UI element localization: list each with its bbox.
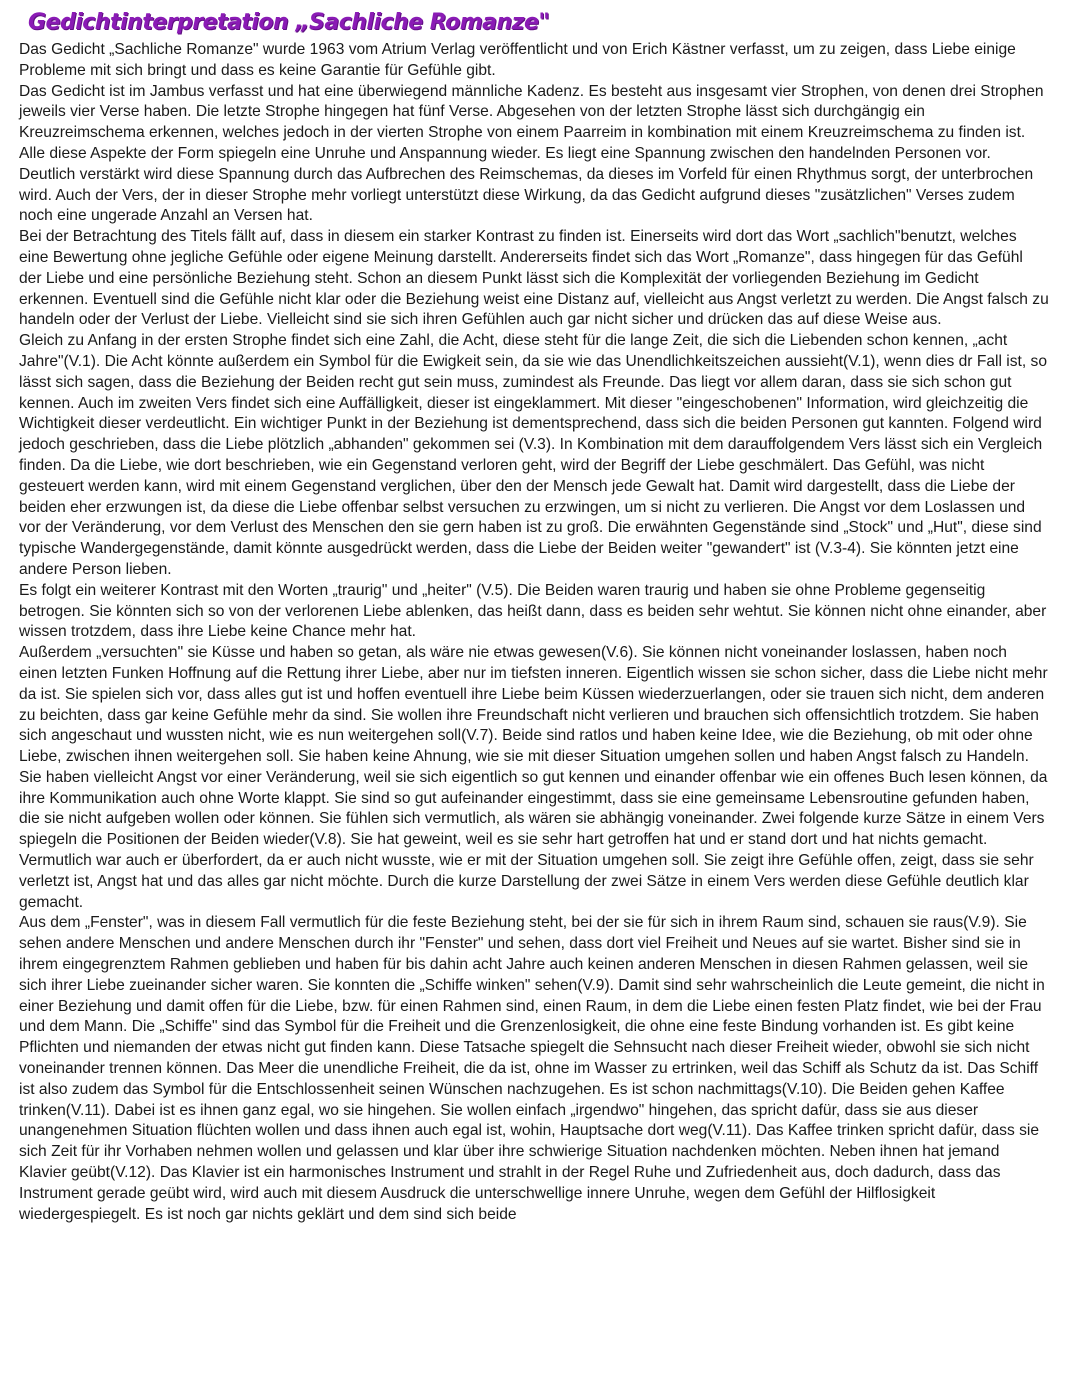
paragraph-kisses: Außerdem „versuchten" sie Küsse und haben so getan, als wäre nie etwas gewesen(V.6). Sie können nicht voneinander loslassen, haben noch einen letzten Funken Hoffnung auf die Rettung ihrer Liebe, aber nur im tiefsten inneren. Eigentlich wissen sie schon sicher, dass die Liebe nicht mehr da ist. Sie spielen sich vor, dass alles gut ist und hoffen eventuell ihre Liebe beim Küssen wiederzuerlangen, oder sie trauen sich nicht, dem anderen zu beichten, dass gar keine Gefühle mehr da sind. Sie wollen ihre Freundschaft nicht verlieren und brauchen sich offensichtlich trotzdem. Sie haben sich angeschaut und wussten nicht, wie es nun weitergehen soll(V.7). Beide sind ratlos und haben keine Idee, wie die Beziehung, ob mit oder ohne Liebe, zwischen ihnen weitergehen soll. Sie haben keine Ahnung, wie sie mit dieser Situation umgehen sollen und haben Angst falsch zu Handeln. Sie haben vielleicht Angst vor einer Veränderung, weil sie sich eigentlich so gut kennen und einander offenbar wie ein offenes Buch lesen können, da ihre Kommunikation auch ohne Worte klappt. Sie sind so gut aufeinander eingestimmt, dass sie eine gemeinsame Lebensroutine gefunden haben, die sie nicht aufgeben wollen oder können. Sie fühlen sich vermutlich, als wären sie abhängig voneinander. Zwei folgende kurze Sätze in einem Vers spiegeln die Positionen der Beiden wieder(V.8). Sie hat geweint, weil es sie sehr hart getroffen hat und er stand dort und hat nichts gemacht. Vermutlich war auch er überfordert, da er auch nicht wusste, wie er mit der Situation umgehen soll. Sie zeigt ihre Gefühle offen, zeigt, dass sie sehr verletzt ist, Angst hat und das alles gar nicht möchte. Durch die kurze Darstellung der zwei Sätze in einem Vers werden diese Gefühle deutlich klar gemacht. [19,644,1048,911]
paragraph-first-stanza: Gleich zu Anfang in der ersten Strophe findet sich eine Zahl, die Acht, diese steht für die lange Zeit, die sich die Liebenden schon kennen, „acht Jahre"(V.1). Die Acht könnte außerdem ein Symbol für die Ewigkeit sein, da sie wie das Unendlichkeitszeichen aussieht(V.1), wenn dies dr Fall ist, so lässt sich sagen, dass die Beziehung der Beiden recht gut sein muss, zumindest als Freunde. Das liegt vor allem daran, dass sie sich schon gut kennen. Auch im zweiten Vers findet sich eine Auffälligkeit, dieser ist eingeklammert. Mit dieser "eingeschobenen" Information, wird gleichzeitig die Wichtigkeit dieser verdeutlicht. Ein wichtiger Punkt in der Beziehung ist dementsprechend, dass sich die beiden Personen gut kannten. Folgend wird jedoch geschrieben, dass die Liebe plötzlich „abhanden" gekommen sei (V.3). In Kombination mit dem darauffolgendem Vers lässt sich ein Vergleich finden. Da die Liebe, wie dort beschrieben, wie ein Gegenstand verloren geht, wird der Begriff der Liebe geschmälert. Das Gefühl, was nicht gesteuert werden kann, wird mit einem Gegenstand verglichen, über den der Mensch jede Gewalt hat. Damit wird dargestellt, dass die Liebe der beiden eher erzwungen ist, da diese die Liebe offenbar selbst versuchen zu erzwingen, um si nicht zu verlieren. Die Angst vor dem Loslassen und vor der Veränderung, vor dem Verlust des Menschen den sie gern haben ist zu groß. Die erwähnten Gegenstände sind „Stock" und „Hut", diese sind typische Wandergegenstände, damit könnte ausgedrückt werden, dass die Liebe der Beiden weiter "gewandert" ist (V.3-4). Sie könnten jetzt eine andere Person lieben. [19,332,1048,578]
paragraph-intro: Das Gedicht „Sachliche Romanze" wurde 1963 vom Atrium Verlag veröffentlicht und von Erich Kästner verfasst, um zu zeigen, dass Liebe einige Probleme mit sich bringt und dass es keine Garantie für Gefühle gibt. [19,41,1016,79]
document-body [19,40,1049,1225]
paragraph-form: Das Gedicht ist im Jambus verfasst und hat eine überwiegend männliche Kadenz. Es besteht aus insgesamt vier Strophen, von denen drei Strophen jeweils vier Verse haben. Die letzte Strophe hingegen hat fünf Verse. Abgesehen von der letzten Strophe lässt sich durchgängig ein Kreuzreimschema erkennen, welches jedoch in der vierten Strophe von einem Paarreim in kombination mit einem Kreuzreimschema zu finden ist. Alle diese Aspekte der Form spiegeln eine Unruhe und Anspannung wieder. Es liegt eine Spannung zwischen den handelnden Personen vor. Deutlich verstärkt wird diese Spannung durch das Aufbrechen des Reimschemas, da dieses im Vorfeld für einen Rhythmus sorgt, der unterbrochen wird. Auch der Vers, der in dieser Strophe mehr vorliegt unterstützt diese Wirkung, da das Gedicht aufgrund dieses "zusätzlichen" Verses zudem noch eine ungerade Anzahl an Versen hat. [19,82,1044,225]
paragraph-contrast: Es folgt ein weiterer Kontrast mit den Worten „traurig" und „heiter" (V.5). Die Beiden waren traurig und haben sie ohne Probleme gegenseitig betrogen. Sie könnten sich so von der verlorenen Liebe ablenken, das heißt dann, dass es beiden sehr wehtut. Sie können nicht ohne einander, aber wissen trotzdem, dass ihre Liebe keine Chance mehr hat. [19,581,1047,641]
paragraph-title-analysis: Bei der Betrachtung des Titels fällt auf, dass in diesem ein starker Kontrast zu finden ist. Einerseits wird dort das Wort „sachlich"benutzt, welches eine Bewertung ohne jegliche Gefühle oder eigene Meinung darstellt. Andererseits findet sich das Wort „Romanze", dass hingegen für das Gefühl der Liebe und eine persönliche Beziehung steht. Schon an diesem Punkt lässt sich die Komplexität der vorliegenden Beziehung im Gedicht erkennen. Eventuell sind die Gefühle nicht klar oder die Beziehung weist eine Distanz auf, vielleicht aus Angst verletzt zu werden. Die Angst falsch zu handeln oder der Verlust der Liebe. Vielleicht sind sie sich ihren Gefühlen auch gar nicht sicher und drücken das auf diese Weise aus. [19,228,1049,329]
paragraph-window: Aus dem „Fenster", was in diesem Fall vermutlich für die feste Beziehung steht, bei der sie für sich in ihrem Raum sind, schauen sie raus(V.9). Sie sehen andere Menschen und andere Menschen durch ihr "Fenster" und sehen, dass dort viel Freiheit und Neues auf sie wartet. Bisher sind sie in ihrem eingegrenztem Rahmen geblieben und haben für bis dahin acht Jahre auch keinen anderen Menschen in diesen Rahmen gelassen, weil sie sich ihrer Liebe zueinander sicher waren. Sie konnten die „Schiffe winken" sehen(V.9). Damit sind sehr wahrscheinlich die Leute gemeint, die nicht in einer Beziehung und damit offen für die Liebe, bzw. für einen Rahmen sind, einen Raum, in dem die Liebe einen festen Platz findet, wie bei der Frau und dem Mann. Die „Schiffe" sind das Symbol für die Freiheit und die Grenzenlosigkeit, die ohne eine feste Bindung vorhanden ist. Es gibt keine Pflichten und niemanden der etwas nicht gut finden kann. Diese Tatsache spiegelt die Sehnsucht nach dieser Freiheit wieder, obwohl sie sich nicht voneinander trennen können. Das Meer die unendliche Freiheit, die da ist, ohne im Wasser zu ertrinken, weil das Schiff als Schutz da ist. Das Schiff ist also zudem das Symbol für die Entschlossenheit seinen Wünschen nachzugehen. Es ist schon nachmittags(V.10). Die Beiden gehen Kaffee trinken(V.11). Dabei ist es ihnen ganz egal, wo sie hingehen. Sie wollen einfach „irgendwo" hingehen, das spricht dafür, dass sie aus dieser unangenehmen Situation flüchten wollen und dass ihnen auch egal ist, wohin, Hauptsache dort weg(V.11). Das Kaffee trinken spricht dafür, dass sie sich Zeit für ihr Vorhaben nehmen wollen und gelassen und klar über ihre schwierige Situation nachdenken möchten. Neben ihnen hat jemand Klavier geübt(V.12). Das Klavier ist ein harmonisches Instrument und strahlt in der Regel Ruhe und Zufriedenheit aus, doch dadurch, dass das Instrument gerade geübt wird, wird auch mit diesem Ausdruck die unterschwellige innere Unruhe, wegen dem Gefühl der Hilflosigkeit wiedergespiegelt. Es ist noch gar nichts geklärt und dem sind sich beide [19,914,1045,1223]
document-title: Gedichtinterpretation „Sachliche Romanze" [28,10,550,35]
